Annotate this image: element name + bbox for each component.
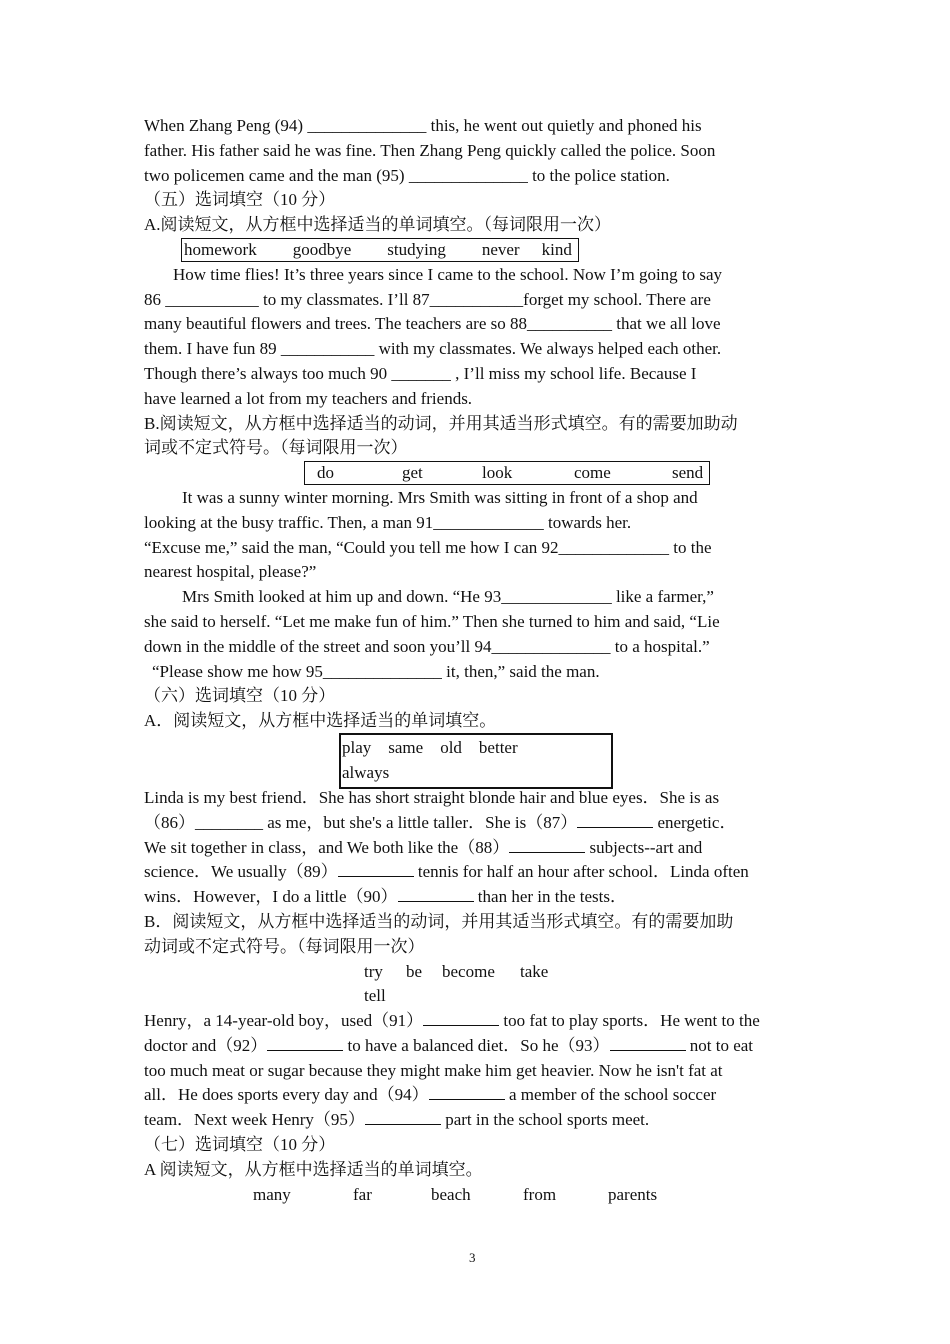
- list-word: far: [353, 1184, 372, 1204]
- box-word: get: [402, 463, 423, 483]
- text-line: [144, 1083, 814, 1108]
- text-line: two policemen came and the man (95) ______________ to the police station.: [144, 165, 670, 185]
- text-line: father. His father said he was fine. Then Zhang Peng quickly called the police. Soon: [144, 140, 716, 160]
- word-list-d-2: [144, 984, 814, 1009]
- box-word: studying: [387, 239, 446, 259]
- text-line: Linda is my best friend．She has short straight blonde hair and blue eyes．She is as: [144, 787, 720, 807]
- text-seg: too fat to play sports．He went to the: [499, 1011, 760, 1031]
- text-seg: all．He does sports every day and（94）: [144, 1085, 429, 1105]
- word-box-c-line: [144, 734, 814, 786]
- text-line: “Excuse me,” said the man, “Could you tell me how I can 92_____________ to the: [144, 537, 712, 557]
- list-word: from: [523, 1184, 557, 1204]
- text-seg: part in the school sports meet.: [440, 1110, 650, 1130]
- text-seg: to have a balanced diet．So he（93）: [343, 1035, 610, 1055]
- box-row: play same old better: [342, 737, 518, 757]
- word-box-c: [339, 733, 613, 789]
- blank-93: [610, 1034, 686, 1051]
- box-word: kind: [541, 239, 572, 259]
- box-word: come: [574, 463, 611, 483]
- blank-90: [398, 885, 474, 902]
- text-seg: doctor and（92）: [144, 1035, 268, 1055]
- text-line: “Please show me how 95______________ it, then,” said the man.: [152, 661, 600, 681]
- text-seg: energetic．: [653, 812, 737, 832]
- word-box-a-line: [144, 238, 814, 263]
- text-seg: than her in the tests．: [473, 887, 627, 907]
- list-word: be: [406, 961, 423, 981]
- exam-page: [144, 114, 814, 1207]
- box-word: never: [481, 239, 520, 259]
- section-heading: （七）选词填空（10 分）: [144, 1135, 336, 1155]
- text-line: 86 ___________ to my classmates. I’ll 87___________forget my school. There are: [144, 289, 711, 309]
- blank-94: [429, 1083, 505, 1100]
- list-word: take: [520, 961, 549, 981]
- text-seg: We sit together in class，and We both like the（88）: [144, 837, 510, 857]
- list-word: parents: [608, 1184, 658, 1204]
- box-row: always: [342, 762, 390, 782]
- blank-88: [509, 836, 585, 853]
- text-seg: tennis for half an hour after school．Linda often: [413, 862, 749, 882]
- text-line: [144, 885, 814, 910]
- word-box-a: [181, 238, 579, 262]
- text-line: them. I have fun 89 ___________ with my classmates. We always helped each other.: [144, 339, 722, 359]
- text-line: How time flies! It’s three years since I came to the school. Now I’m going to say: [173, 264, 723, 284]
- instruction: 词或不定式符号。（每词限用一次）: [144, 438, 408, 458]
- text-line: [144, 836, 814, 861]
- text-line: Though there’s always too much 90 _______ , I’ll miss my school life. Because I: [144, 363, 697, 383]
- list-word: become: [442, 961, 495, 981]
- text-line: It was a sunny winter morning. Mrs Smith was sitting in front of a shop and: [182, 487, 698, 507]
- instruction: B.阅读短文，从方框中选择适当的动词，并用其适当形式填空。有的需要加助动: [144, 413, 738, 433]
- instruction: A．阅读短文，从方框中选择适当的单词填空。: [144, 711, 497, 731]
- instruction: A.阅读短文，从方框中选择适当的单词填空。（每词限用一次）: [144, 215, 612, 235]
- blank-95: [365, 1108, 441, 1125]
- list-word: many: [253, 1184, 291, 1204]
- text-line: many beautiful flowers and trees. The teachers are so 88__________ that we all love: [144, 314, 721, 334]
- text-line: [144, 1034, 814, 1059]
- list-word: beach: [431, 1184, 471, 1204]
- text-line: she said to herself. “Let me make fun of him.” Then she turned to him and said, “Lie: [144, 611, 720, 631]
- instruction: A 阅读短文，从方框中选择适当的单词填空。: [144, 1159, 483, 1179]
- text-line: down in the middle of the street and soon you’ll 94______________ to a hospital.”: [144, 636, 710, 656]
- text-seg: subjects--art and: [585, 837, 703, 857]
- blank-89: [338, 860, 414, 877]
- text-seg: science．We usually（89）: [144, 862, 338, 882]
- text-line: When Zhang Peng (94) ______________ this, he went out quietly and phoned his: [144, 116, 702, 135]
- blank-87: [577, 811, 653, 828]
- blank-91: [423, 1009, 499, 1026]
- word-box-b-line: [144, 461, 814, 486]
- text-seg: （86）________ as me，but she's a little taller．She is（87）: [144, 812, 578, 832]
- text-line: nearest hospital, please?”: [144, 562, 317, 582]
- text-seg: Henry，a 14-year-old boy，used（91）: [144, 1011, 424, 1031]
- text-line: too much meat or sugar because they might make him get heavier. Now he isn't fat at: [144, 1060, 723, 1080]
- box-word: look: [482, 463, 513, 483]
- text-seg: not to eat: [685, 1035, 754, 1055]
- text-line: looking at the busy traffic. Then, a man 91_____________ towards her.: [144, 512, 632, 532]
- text-seg: wins．However，I do a little（90）: [144, 887, 398, 907]
- text-line: have learned a lot from my teachers and friends.: [144, 388, 473, 408]
- section-heading: （五）选词填空（10 分）: [144, 190, 336, 210]
- text-line: [144, 1108, 814, 1133]
- text-seg: a member of the school soccer: [504, 1085, 717, 1105]
- instruction: 动词或不定式符号。（每词限用一次）: [144, 936, 425, 956]
- instruction: B．阅读短文，从方框中选择适当的动词，并用其适当形式填空。有的需要加助: [144, 911, 734, 931]
- box-word: goodbye: [292, 239, 352, 259]
- word-list-d: [144, 960, 814, 985]
- page-number: 3: [469, 1250, 476, 1265]
- text-line: [144, 860, 814, 885]
- blank-92: [267, 1034, 343, 1051]
- text-line: [144, 1009, 814, 1034]
- box-word: do: [317, 463, 334, 483]
- word-box-b: [304, 461, 710, 485]
- word-list-e: [144, 1183, 814, 1208]
- text-line: Mrs Smith looked at him up and down. “He 93_____________ like a farmer,”: [182, 587, 714, 607]
- text-line: [144, 811, 814, 836]
- section-heading: （六）选词填空（10 分）: [144, 686, 336, 706]
- box-word: homework: [184, 239, 257, 259]
- list-word: tell: [364, 986, 386, 1006]
- text-seg: team．Next week Henry（95）: [144, 1110, 365, 1130]
- box-word: send: [672, 463, 704, 483]
- list-word: try: [364, 961, 383, 981]
